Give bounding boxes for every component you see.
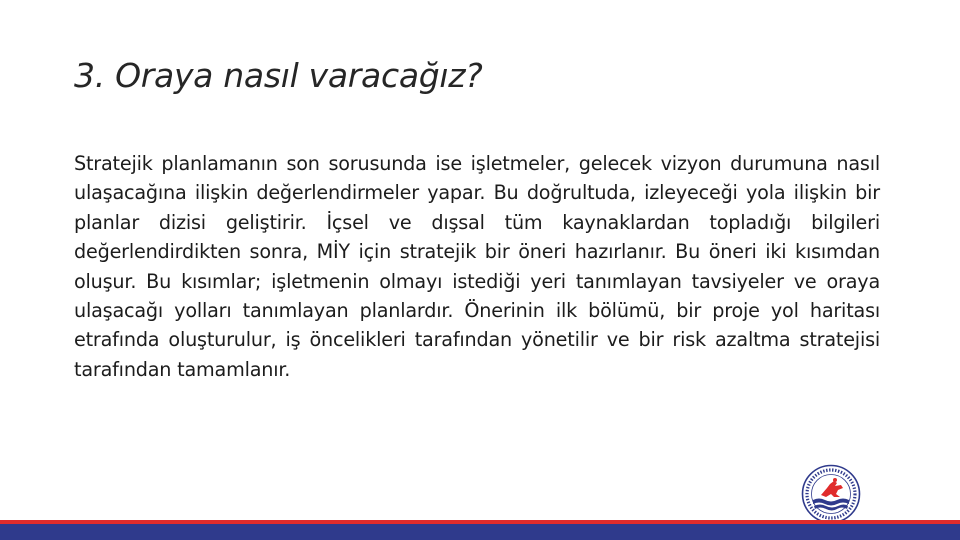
footer-bar <box>0 524 960 540</box>
slide-body-text: Stratejik planlamanın son sorusunda ise işletmeler, gelecek vizyon durumuna nasıl ulaşacağına ilişkin değerlendirmeler yapar. Bu doğrultuda, izleyeceği yola ilişkin bir planlar dizisi geliştirir. İçsel ve dışsal tüm kaynaklardan topladığı bilgileri değerlendirdikten sonra, MİY için stratejik bir öneri hazırlanır. Bu öneri iki kısımdan oluşur. Bu kısımlar; işletmenin olmayı istediği yeri tanımlayan tavsiyeler ve oraya ulaşacağı yolları tanımlayan planlardır. Önerinin ilk bölümü, bir proje yol haritası etrafında oluşturulur, iş öncelikleri tarafından yönetilir ve bir risk azaltma stratejisi tarafından tamamlanır. <box>74 152 880 381</box>
slide-title: 3. Oraya nasıl varacağız? <box>74 56 483 95</box>
university-seal-icon <box>801 464 861 524</box>
